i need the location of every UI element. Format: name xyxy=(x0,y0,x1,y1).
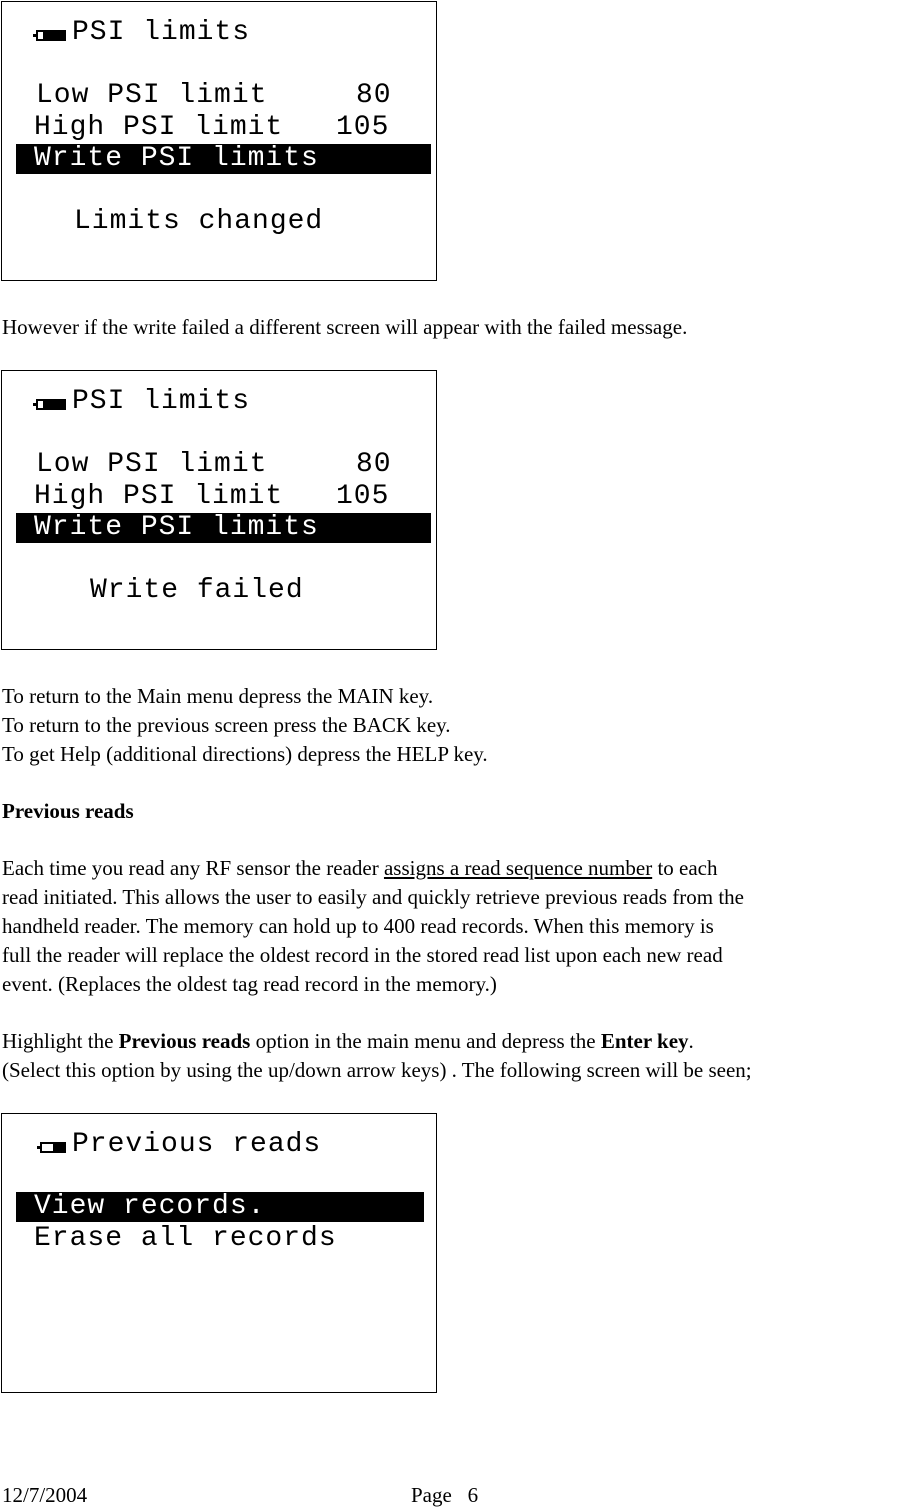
low-psi-value: 80 xyxy=(356,449,392,480)
screen-title: PSI limits xyxy=(72,386,251,417)
page-label: Page xyxy=(411,1483,452,1507)
status-message: Limits changed xyxy=(74,206,324,237)
write-psi-limits-option[interactable] xyxy=(16,513,431,543)
paragraph-line xyxy=(2,1027,694,1056)
paragraph-line xyxy=(2,854,717,883)
paragraph-line: (Select this option by using the up/down arrow keys) . The following screen will be seen; xyxy=(2,1058,752,1082)
paragraph-line: handheld reader. The memory can hold up to 400 read records. When this memory is xyxy=(2,914,714,938)
paragraph-line: full the reader will replace the oldest record in the stored read list upon each new read xyxy=(2,943,723,967)
status-message: Write failed xyxy=(90,575,304,606)
failed-intro-text: However if the write failed a different screen will appear with the failed message. xyxy=(2,315,688,339)
high-psi-value: 105 xyxy=(336,481,390,512)
device-screen-psi-limits-changed xyxy=(1,1,437,281)
device-screen-previous-reads xyxy=(1,1113,437,1393)
device-screen-psi-write-failed xyxy=(1,370,437,650)
nav-main-text: To return to the Main menu depress the MAIN key. xyxy=(2,684,434,708)
erase-all-records-option[interactable]: Erase all records xyxy=(34,1223,337,1254)
low-psi-row xyxy=(36,449,392,480)
high-psi-row xyxy=(34,112,390,143)
write-psi-limits-option[interactable] xyxy=(16,144,431,174)
text-run: option in the main menu and depress the xyxy=(250,1029,601,1053)
text-run: Highlight the xyxy=(2,1029,119,1053)
view-records-option[interactable] xyxy=(16,1192,424,1222)
low-psi-row xyxy=(36,80,392,111)
battery-icon xyxy=(36,30,66,41)
low-psi-value: 80 xyxy=(356,80,392,111)
footer-date: 12/7/2004 xyxy=(2,1483,88,1507)
low-psi-label: Low PSI limit xyxy=(36,449,286,480)
text-run: Each time you read any RF sensor the reader xyxy=(2,856,384,880)
screen-title: Previous reads xyxy=(72,1129,322,1160)
paragraph-line: read initiated. This allows the user to easily and quickly retrieve previous reads from the xyxy=(2,885,744,909)
low-psi-label: Low PSI limit xyxy=(36,80,286,111)
screen-title: PSI limits xyxy=(72,17,251,48)
high-psi-label: High PSI limit xyxy=(34,112,284,143)
page-number: 6 xyxy=(467,1483,479,1507)
write-psi-limits-label: Write PSI limits xyxy=(34,512,319,543)
high-psi-row xyxy=(34,481,390,512)
high-psi-value: 105 xyxy=(336,112,390,143)
paragraph-line: event. (Replaces the oldest tag read record in the memory.) xyxy=(2,972,497,996)
text-run: . xyxy=(688,1029,694,1053)
bold-text: Enter key xyxy=(600,1029,689,1053)
battery-icon xyxy=(36,399,66,410)
section-heading: Previous reads xyxy=(2,799,134,823)
nav-help-text: To get Help (additional directions) depress the HELP key. xyxy=(2,742,488,766)
footer-page xyxy=(411,1482,478,1508)
write-psi-limits-label: Write PSI limits xyxy=(34,143,319,174)
bold-text: Previous reads xyxy=(118,1029,251,1053)
underlined-text: assigns a read sequence number xyxy=(383,856,653,880)
nav-back-text: To return to the previous screen press the BACK key. xyxy=(2,713,451,737)
text-run: to each xyxy=(652,856,718,880)
high-psi-label: High PSI limit xyxy=(34,481,284,512)
battery-icon xyxy=(40,1142,66,1153)
view-records-label: View records. xyxy=(34,1191,266,1222)
